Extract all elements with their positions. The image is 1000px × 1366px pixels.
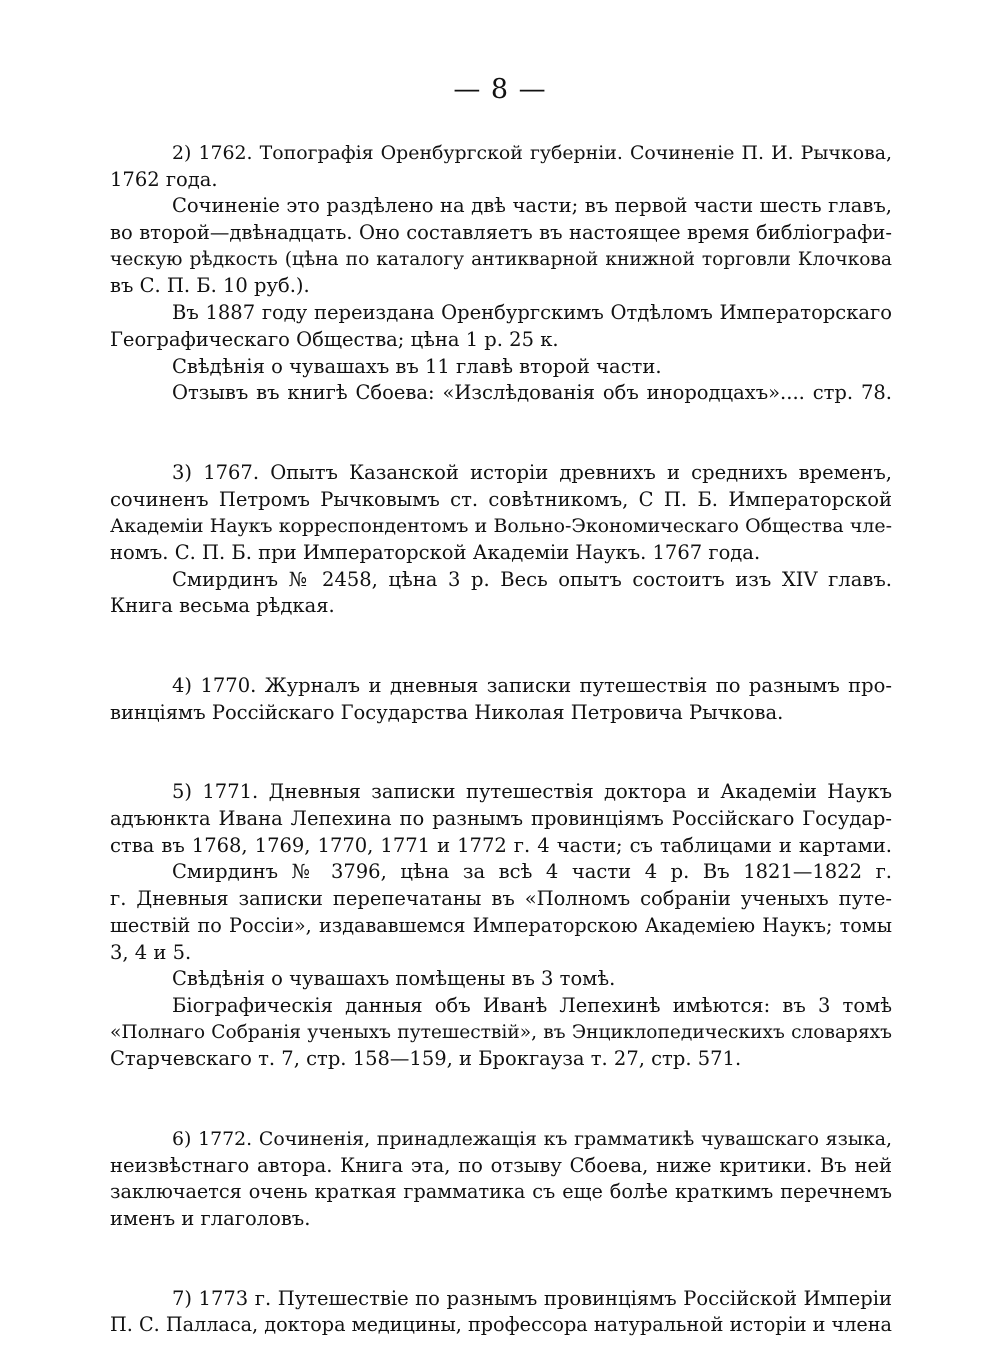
text-line: во второй—двѣнадцать. Оно составляетъ въ настоящее время библіографи- (110, 221, 892, 245)
text-line: 4) 1770. Журналъ и дневныя записки путешествія по разнымъ про- (172, 674, 892, 697)
text-line: 5) 1771. Дневныя записки путешествія доктора и Академіи Наукъ (172, 780, 892, 804)
entry-3 (110, 460, 892, 620)
text-line: Свѣдѣнія о чувашахъ въ 11 главѣ второй части. (172, 354, 662, 378)
entry-2 (110, 140, 892, 407)
text-line: въ С. П. Б. 10 руб.). (110, 274, 310, 298)
entry-gap (110, 620, 892, 673)
text-line: г. Дневныя записки перепечатаны въ «Полномъ собраніи ученыхъ путе- (110, 887, 892, 911)
entry-gap (110, 1233, 892, 1286)
text-line: неизвѣстнаго автора. Книга эта, по отзыву Сбоева, ниже критики. Въ ней (110, 1153, 892, 1177)
text-line: Смирдинъ № 3796, цѣна за всѣ 4 части 4 р. Въ 1821—1822 г. (172, 860, 892, 884)
text-line: 3, 4 и 5. (110, 940, 192, 964)
text-line: Старчевскаго т. 7, стр. 158—159, и Брокгауза т. 27, стр. 571. (110, 1047, 742, 1071)
entry-7 (110, 1286, 892, 1339)
text-line: заключается очень краткая грамматика съ еще болѣе краткимъ перечнемъ (110, 1180, 892, 1204)
text-line: Смирдинъ № 2458, цѣна 3 р. Весь опытъ состоитъ изъ XIV главъ. (172, 567, 892, 591)
text-line: 7) 1773 г. Путешествіе по разнымъ провинціямъ Россійской Имперіи (172, 1286, 892, 1310)
entry-5 (110, 779, 892, 1073)
text-line: ческую рѣдкость (цѣна по каталогу антикварной книжной торговли Клочкова (110, 248, 892, 270)
text-line: 2) 1762. Топографія Оренбургской губерніи. Сочиненіе П. И. Рычкова, (172, 142, 892, 164)
entry-gap (110, 1073, 892, 1126)
text-line: сочиненъ Петромъ Рычковымъ ст. совѣтникомъ, С П. Б. Императорской (110, 487, 892, 511)
text-line: Отзывъ въ книгѣ Сбоева: «Изслѣдованія объ инородцахъ».... стр. 78. (172, 381, 892, 405)
text-line: П. С. Палласа, доктора медицины, профессора натуральной исторіи и члена (110, 1313, 892, 1337)
text-line: «Полнаго Собранія ученыхъ путешествій», въ Энциклопедическихъ словаряхъ (110, 1021, 892, 1043)
text-line: Свѣдѣнія о чувашахъ помѣщены въ 3 томѣ. (172, 967, 616, 991)
text-line: Біографическія данныя объ Иванѣ Лепехинѣ имѣются: въ 3 томѣ (172, 993, 892, 1017)
text-line: Книга весьма рѣдкая. (110, 594, 335, 618)
entry-4 (110, 673, 892, 726)
text-line: адъюнкта Ивана Лепехина по разнымъ провинціямъ Россійскаго Государ- (110, 807, 892, 831)
text-line: винціямъ Россійскаго Государства Николая Петровича Рычкова. (110, 700, 784, 724)
text-line: 3) 1767. Опытъ Казанской исторіи древнихъ и среднихъ временъ, (172, 460, 892, 484)
page-number: — 8 — (453, 74, 547, 105)
text-body (110, 140, 892, 1339)
text-line: Академіи Наукъ корреспондентомъ и Вольно-Экономическаго Общества чле- (110, 515, 892, 538)
text-line: именъ и глаголовъ. (110, 1207, 311, 1230)
entry-gap (110, 407, 892, 460)
text-line: Въ 1887 году переиздана Оренбургскимъ Отдѣломъ Императорскаго (172, 301, 892, 325)
text-line: 1762 года. (110, 167, 218, 191)
text-line: шествій по Россіи», издававшемся Императорскою Академіею Наукъ; томы (110, 913, 892, 937)
text-line: ства въ 1768, 1769, 1770, 1771 и 1772 г. 4 части; съ таблицами и картами. (110, 833, 892, 857)
text-line: Сочиненіе это раздѣлено на двѣ части; въ первой части шесть главъ, (172, 194, 892, 218)
text-line: Географическаго Общества; цѣна 1 р. 25 к. (110, 327, 559, 351)
entry-6 (110, 1126, 892, 1233)
text-line: 6) 1772. Сочиненія, принадлежащія къ грамматикѣ чувашскаго языка, (172, 1127, 892, 1150)
text-line: номъ. С. П. Б. при Императорской Академіи Наукъ. 1767 года. (110, 540, 761, 564)
entry-gap (110, 726, 892, 779)
